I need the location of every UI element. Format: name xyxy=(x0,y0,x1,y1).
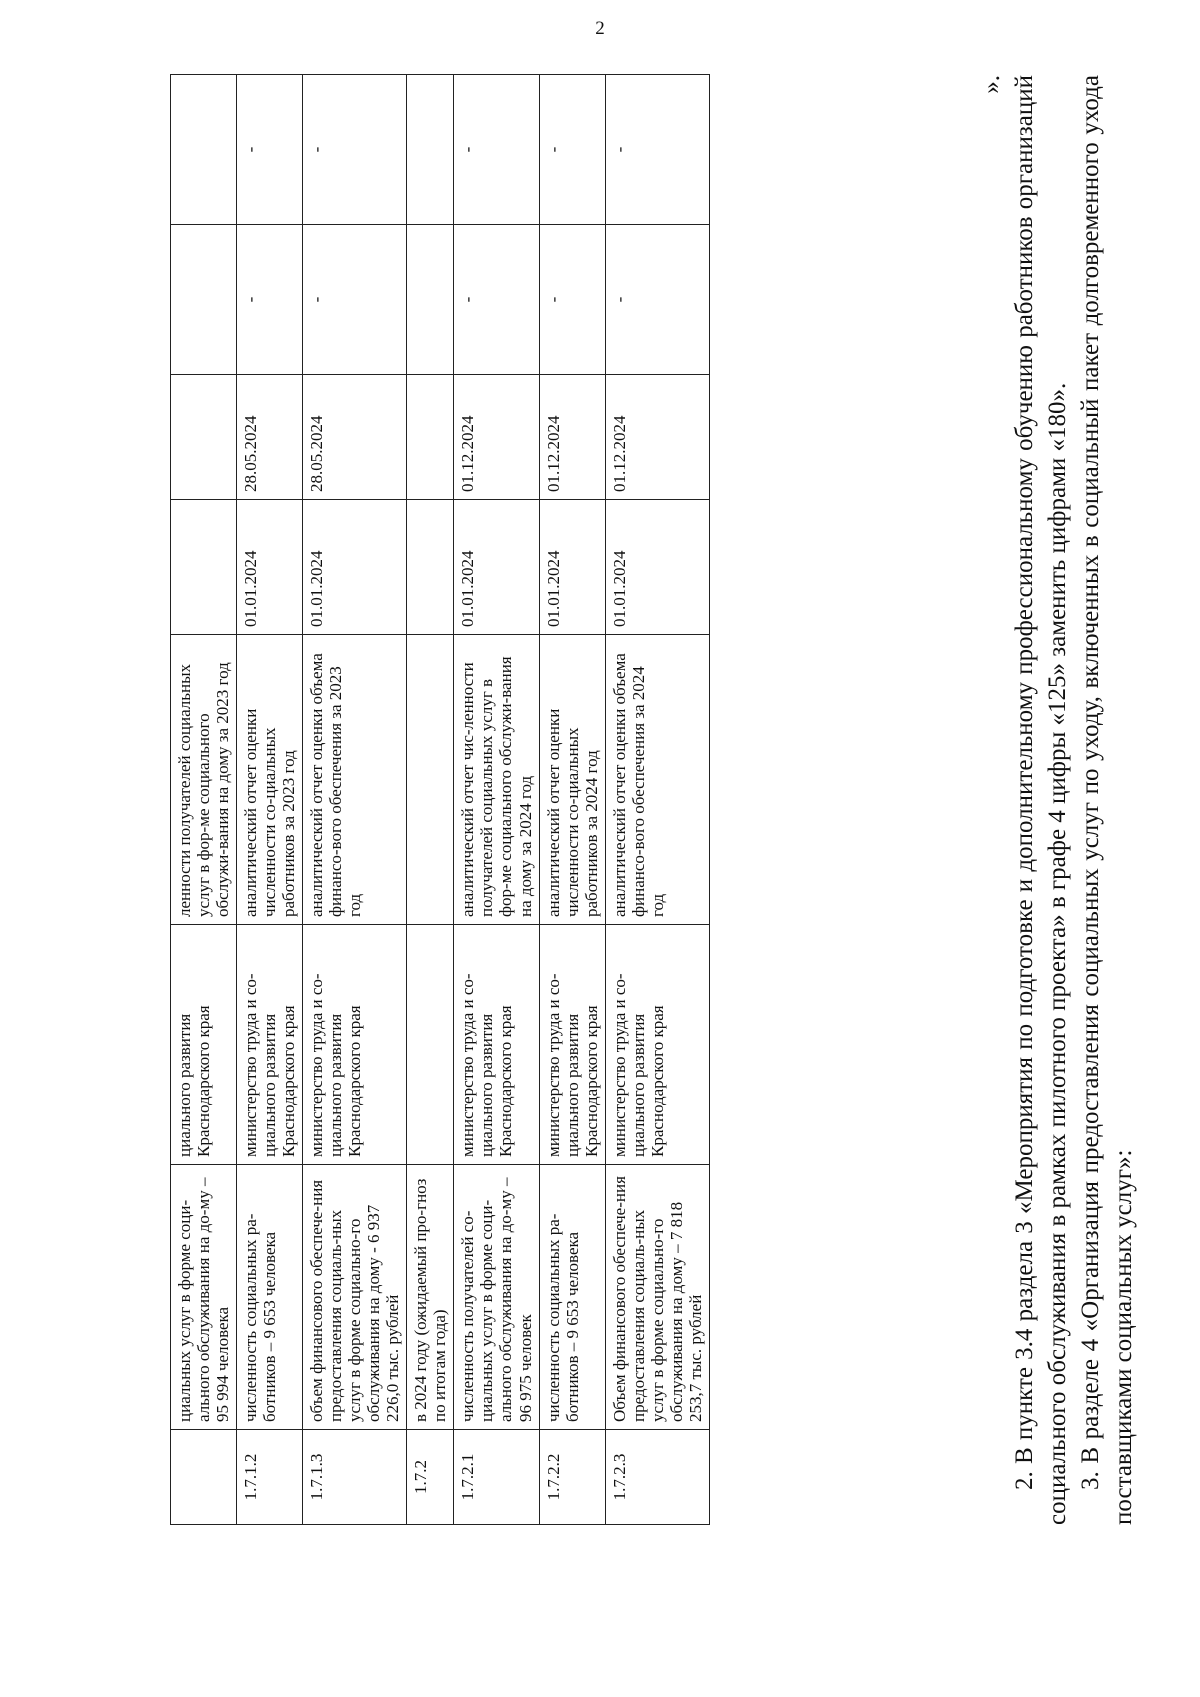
cell-number: 1.7.2.1 xyxy=(454,1430,539,1525)
cell-col8: - xyxy=(454,75,539,225)
cell-col7: - xyxy=(303,225,407,375)
cell-document: аналитический отчет чис-ленности получателей социальных услуг в фор-ме социального обслужи-вания на дому за 2024 год xyxy=(454,635,539,925)
table-row xyxy=(605,75,709,1525)
cell-indicator: в 2024 году (ожидаемый про-гноз по итогам года) xyxy=(407,1165,454,1430)
cell-indicator: численность социальных ра-ботников – 9 653 человека xyxy=(539,1165,605,1430)
text-after-table xyxy=(975,75,1140,1525)
paragraph-2: 2. В пункте 3.4 раздела 3 «Мероприятия по подготовке и дополнительному профессиональному обучению работников организаций социального обслуживания в рамках пилотного проекта» в графе 4 цифры «125» заменить цифрами «180». xyxy=(1011,75,1071,1525)
cell-start-date: 01.01.2024 xyxy=(605,500,709,635)
cell-responsible: министерство труда и со-циального развития Краснодарского края xyxy=(454,925,539,1165)
cell-responsible xyxy=(407,925,454,1165)
cell-indicator: объем финансового обеспече-ния предоставления социаль-ных услуг в форме социально-го обслуживания на дому - 6 937 226,0 тыс. рублей xyxy=(303,1165,407,1430)
table-row xyxy=(454,75,539,1525)
plan-table xyxy=(170,74,710,1525)
cell-end-date xyxy=(407,375,454,500)
table-row xyxy=(539,75,605,1525)
cell-col8: - xyxy=(237,75,303,225)
table-row xyxy=(407,75,454,1525)
cell-end-date xyxy=(171,375,237,500)
cell-start-date: 01.01.2024 xyxy=(303,500,407,635)
cell-indicator: численность социальных ра-ботников – 9 653 человека xyxy=(237,1165,303,1430)
cell-end-date: 01.12.2024 xyxy=(454,375,539,500)
cell-number: 1.7.2.2 xyxy=(539,1430,605,1525)
cell-col7: - xyxy=(539,225,605,375)
rotated-content xyxy=(60,60,1137,1540)
cell-start-date xyxy=(171,500,237,635)
cell-responsible: циального развития Краснодарского края xyxy=(171,925,237,1165)
cell-document: аналитический отчет оценки объема финансо-вого обеспечения за 2023 год xyxy=(303,635,407,925)
cell-start-date: 01.01.2024 xyxy=(454,500,539,635)
cell-col7: - xyxy=(454,225,539,375)
cell-indicator: численность получателей со-циальных услуг в форме соци-ального обслуживания на до-му – 96 975 человек xyxy=(454,1165,539,1430)
cell-responsible: министерство труда и со-циального развития Краснодарского края xyxy=(539,925,605,1165)
cell-document xyxy=(407,635,454,925)
cell-col7 xyxy=(407,225,454,375)
cell-indicator: циальных услуг в форме соци-ального обслуживания на до-му – 95 994 человека xyxy=(171,1165,237,1430)
cell-document: аналитический отчет оценки численности со-циальных работников за 2023 год xyxy=(237,635,303,925)
closing-quote-mark: ». xyxy=(978,75,1005,94)
cell-end-date: 28.05.2024 xyxy=(237,375,303,500)
cell-start-date xyxy=(407,500,454,635)
cell-number xyxy=(171,1430,237,1525)
cell-col7: - xyxy=(237,225,303,375)
cell-start-date: 01.01.2024 xyxy=(237,500,303,635)
table-row xyxy=(303,75,407,1525)
cell-document: аналитический отчет оценки численности со-циальных работников за 2024 год xyxy=(539,635,605,925)
cell-start-date: 01.01.2024 xyxy=(539,500,605,635)
cell-document: аналитический отчет оценки объема финансо-вого обеспечения за 2024 год xyxy=(605,635,709,925)
cell-document: ленности получателей социальных услуг в фор-ме социального обслужи-вания на дому за 2023 год xyxy=(171,635,237,925)
paragraph-3: 3. В разделе 4 «Организация предоставления социальных услуг по уходу, включенных в социальный пакет долговременного ухода поставщиками социальных услуг»: xyxy=(1077,75,1137,1525)
cell-number: 1.7.2 xyxy=(407,1430,454,1525)
cell-col8: - xyxy=(539,75,605,225)
cell-number: 1.7.1.3 xyxy=(303,1430,407,1525)
cell-responsible: министерство труда и со-циального развития Краснодарского края xyxy=(303,925,407,1165)
table-row xyxy=(237,75,303,1525)
cell-number: 1.7.1.2 xyxy=(237,1430,303,1525)
cell-col8 xyxy=(407,75,454,225)
cell-col7: - xyxy=(605,225,709,375)
cell-col8: - xyxy=(605,75,709,225)
cell-col8: - xyxy=(303,75,407,225)
cell-number: 1.7.2.3 xyxy=(605,1430,709,1525)
cell-col8 xyxy=(171,75,237,225)
cell-indicator: Объем финансового обеспече-ния предоставления социаль-ных услуг в форме социально-го обслуживания на дому – 7 818 253,7 тыс. рублей xyxy=(605,1165,709,1430)
page-number: 2 xyxy=(595,18,605,39)
cell-end-date: 01.12.2024 xyxy=(605,375,709,500)
cell-col7 xyxy=(171,225,237,375)
cell-responsible: министерство труда и со-циального развития Краснодарского края xyxy=(605,925,709,1165)
table-body xyxy=(171,75,710,1525)
table-row xyxy=(171,75,237,1525)
cell-end-date: 01.12.2024 xyxy=(539,375,605,500)
cell-responsible: министерство труда и со-циального развития Краснодарского края xyxy=(237,925,303,1165)
cell-end-date: 28.05.2024 xyxy=(303,375,407,500)
